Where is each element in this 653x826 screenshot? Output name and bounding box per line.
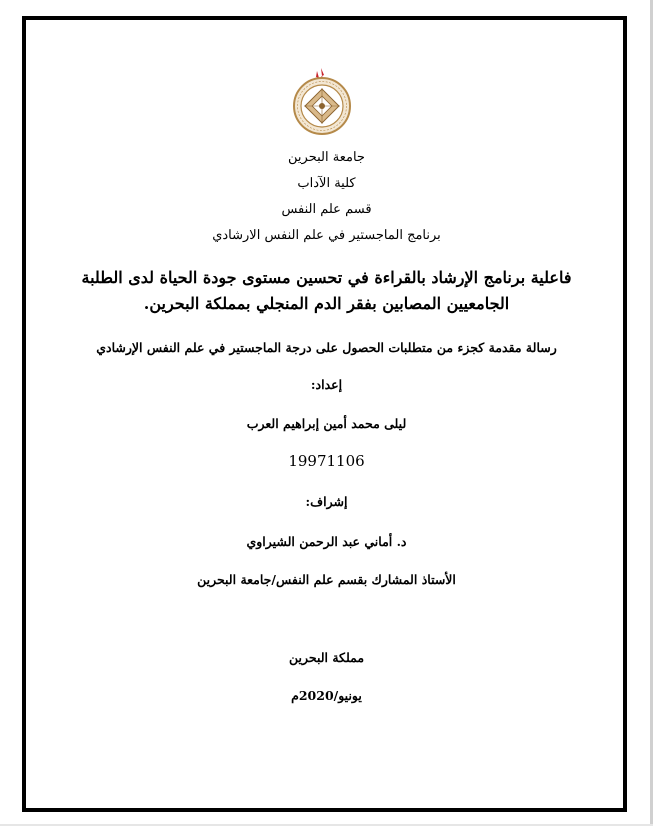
- supervisor-role: الأستاذ المشارك بقسم علم النفس/جامعة البحرين: [197, 572, 456, 587]
- thesis-subtitle: رسالة مقدمة كجزء من متطلبات الحصول على درجة الماجستير في علم النفس الإرشادي: [96, 340, 557, 355]
- department-name: قسم علم النفس: [281, 202, 372, 217]
- program-name: برنامج الماجستير في علم النفس الارشادي: [212, 228, 441, 243]
- university-logo-icon: [291, 66, 353, 136]
- thesis-title-line-2: الجامعيين المصابين بفقر الدم المنجلي بمملكة البحرين.: [143, 294, 510, 313]
- thesis-title-line-1: فاعلية برنامج الإرشاد بالقراءة في تحسين مستوى جودة الحياة لدى الطلبة: [81, 268, 572, 287]
- author-name: ليلى محمد أمين إبراهيم العرب: [246, 416, 407, 431]
- college-name: كلية الآداب: [297, 176, 356, 191]
- supervision-label: إشراف:: [305, 494, 348, 509]
- prepared-by-label: إعداد:: [310, 377, 343, 392]
- country-name: مملكة البحرين: [288, 650, 365, 665]
- submission-date: يونيو/2020م: [291, 688, 362, 703]
- supervisor-name: د. أماني عبد الرحمن الشيراوي: [246, 534, 407, 549]
- university-name: جامعة البحرين: [288, 150, 365, 165]
- student-id: 19971106: [288, 452, 365, 470]
